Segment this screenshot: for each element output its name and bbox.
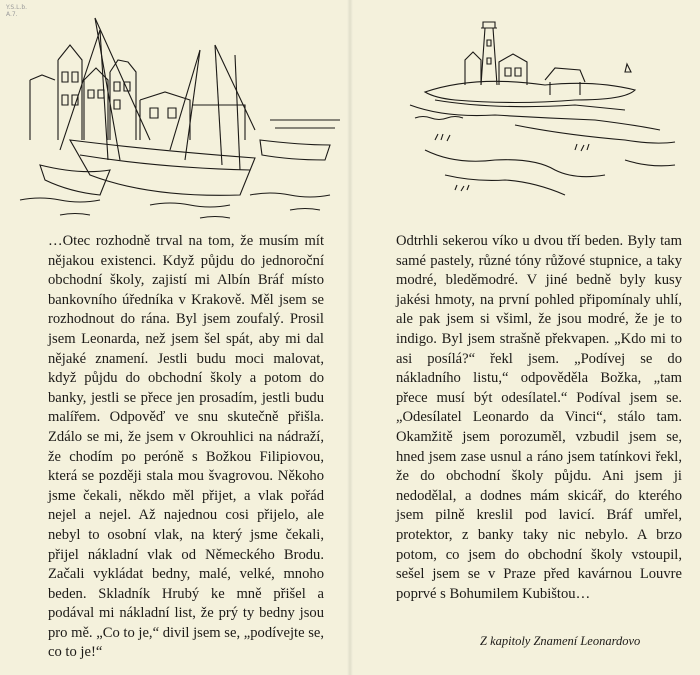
lighthouse-island-icon [395,0,695,210]
left-page-text [48,232,324,663]
book-gutter [347,0,353,675]
paragraph: Odtrhli sekerou víko u dvou tří beden. Byly tam samé pastely, různé tóny růžové stupnice, a taky modré, bleděmodré. V jiné bedně byly kusy jakési hmoty, na první pohled připomínaly uhlí, ale pak jsem si všiml, že jsou modré, že je to indigo. Byl jsem strašně překvapen. „Kdo mi to asi posílá?“ řekl jsem. „Podívej se do nákladního listu,“ odpověděla Božka, „tam přece musí být odesílatel.“ Podíval jsem se. „Odesílatel Leonardo da Vinci“, stálo tam. Okamžitě jsem porozuměl, vzbudil jsem se, hned jsem zase usnul a ráno jsem tatínkovi řekl, že do obchodní školy půjdu. Ani jsem ji nedodělal, a dodnes mám skicář, do kterého jsem pilně kreslil pod lavicí. Bráf umřel, protektor, z banky taky nic nebylo. A brzo potom, co jsem do obchodní školy vstoupil, sešel jsem se v Praze před kavárnou Louvre poprvé s Bohumilem Kubištou… [396,233,682,602]
right-page-text [396,232,682,604]
pencil-note: Y.S.L.b. A.7. [6,4,28,18]
chapter-caption: Z kapitoly Znamení Leonardovo [480,634,641,648]
paragraph: …Otec rozhodně trval na tom, že musím mít nějakou existenci. Když půjdu do jednoroční obchodní školy, zajistí mi Albín Bráf místo bankovního úředníka v Krakově. Měl jsem se rozhodnout do rána. Byl jsem zoufalý. Prosil jsem Leonarda, než jsem šel spát, aby mi dal nějaké znamení. Jestli budu moci malovat, když půjdu do obchodní školy a potom do banky, jestli se přece jen prosadím, jestli budu malířem. Odpověď ve snu skutečně přišla. Zdálo se mi, že jsem v Okrouhlici na nádraží, že chodím po peróně s Božkou Filipiovou, která se později stala mou švagrovou. Někoho jsme čekali, někdo měl přijet, a vlak pořád nejel a nejel. Až najednou cosi přijelo, ale nebyl to osobní vlak, na který jsme čekali, přijel nákladní vlak od Německého Brodu. Začali vykládat bedny, malé, velké, mnoho beden. Skladník Hrubý ke mně přišel a podával mi nákladní list, že prý ty bedny jsou pro mě. „Co to je,“ divil jsem se, „podívejte se, co to je!“ [48,233,324,661]
harbor-boats-icon [0,0,350,225]
